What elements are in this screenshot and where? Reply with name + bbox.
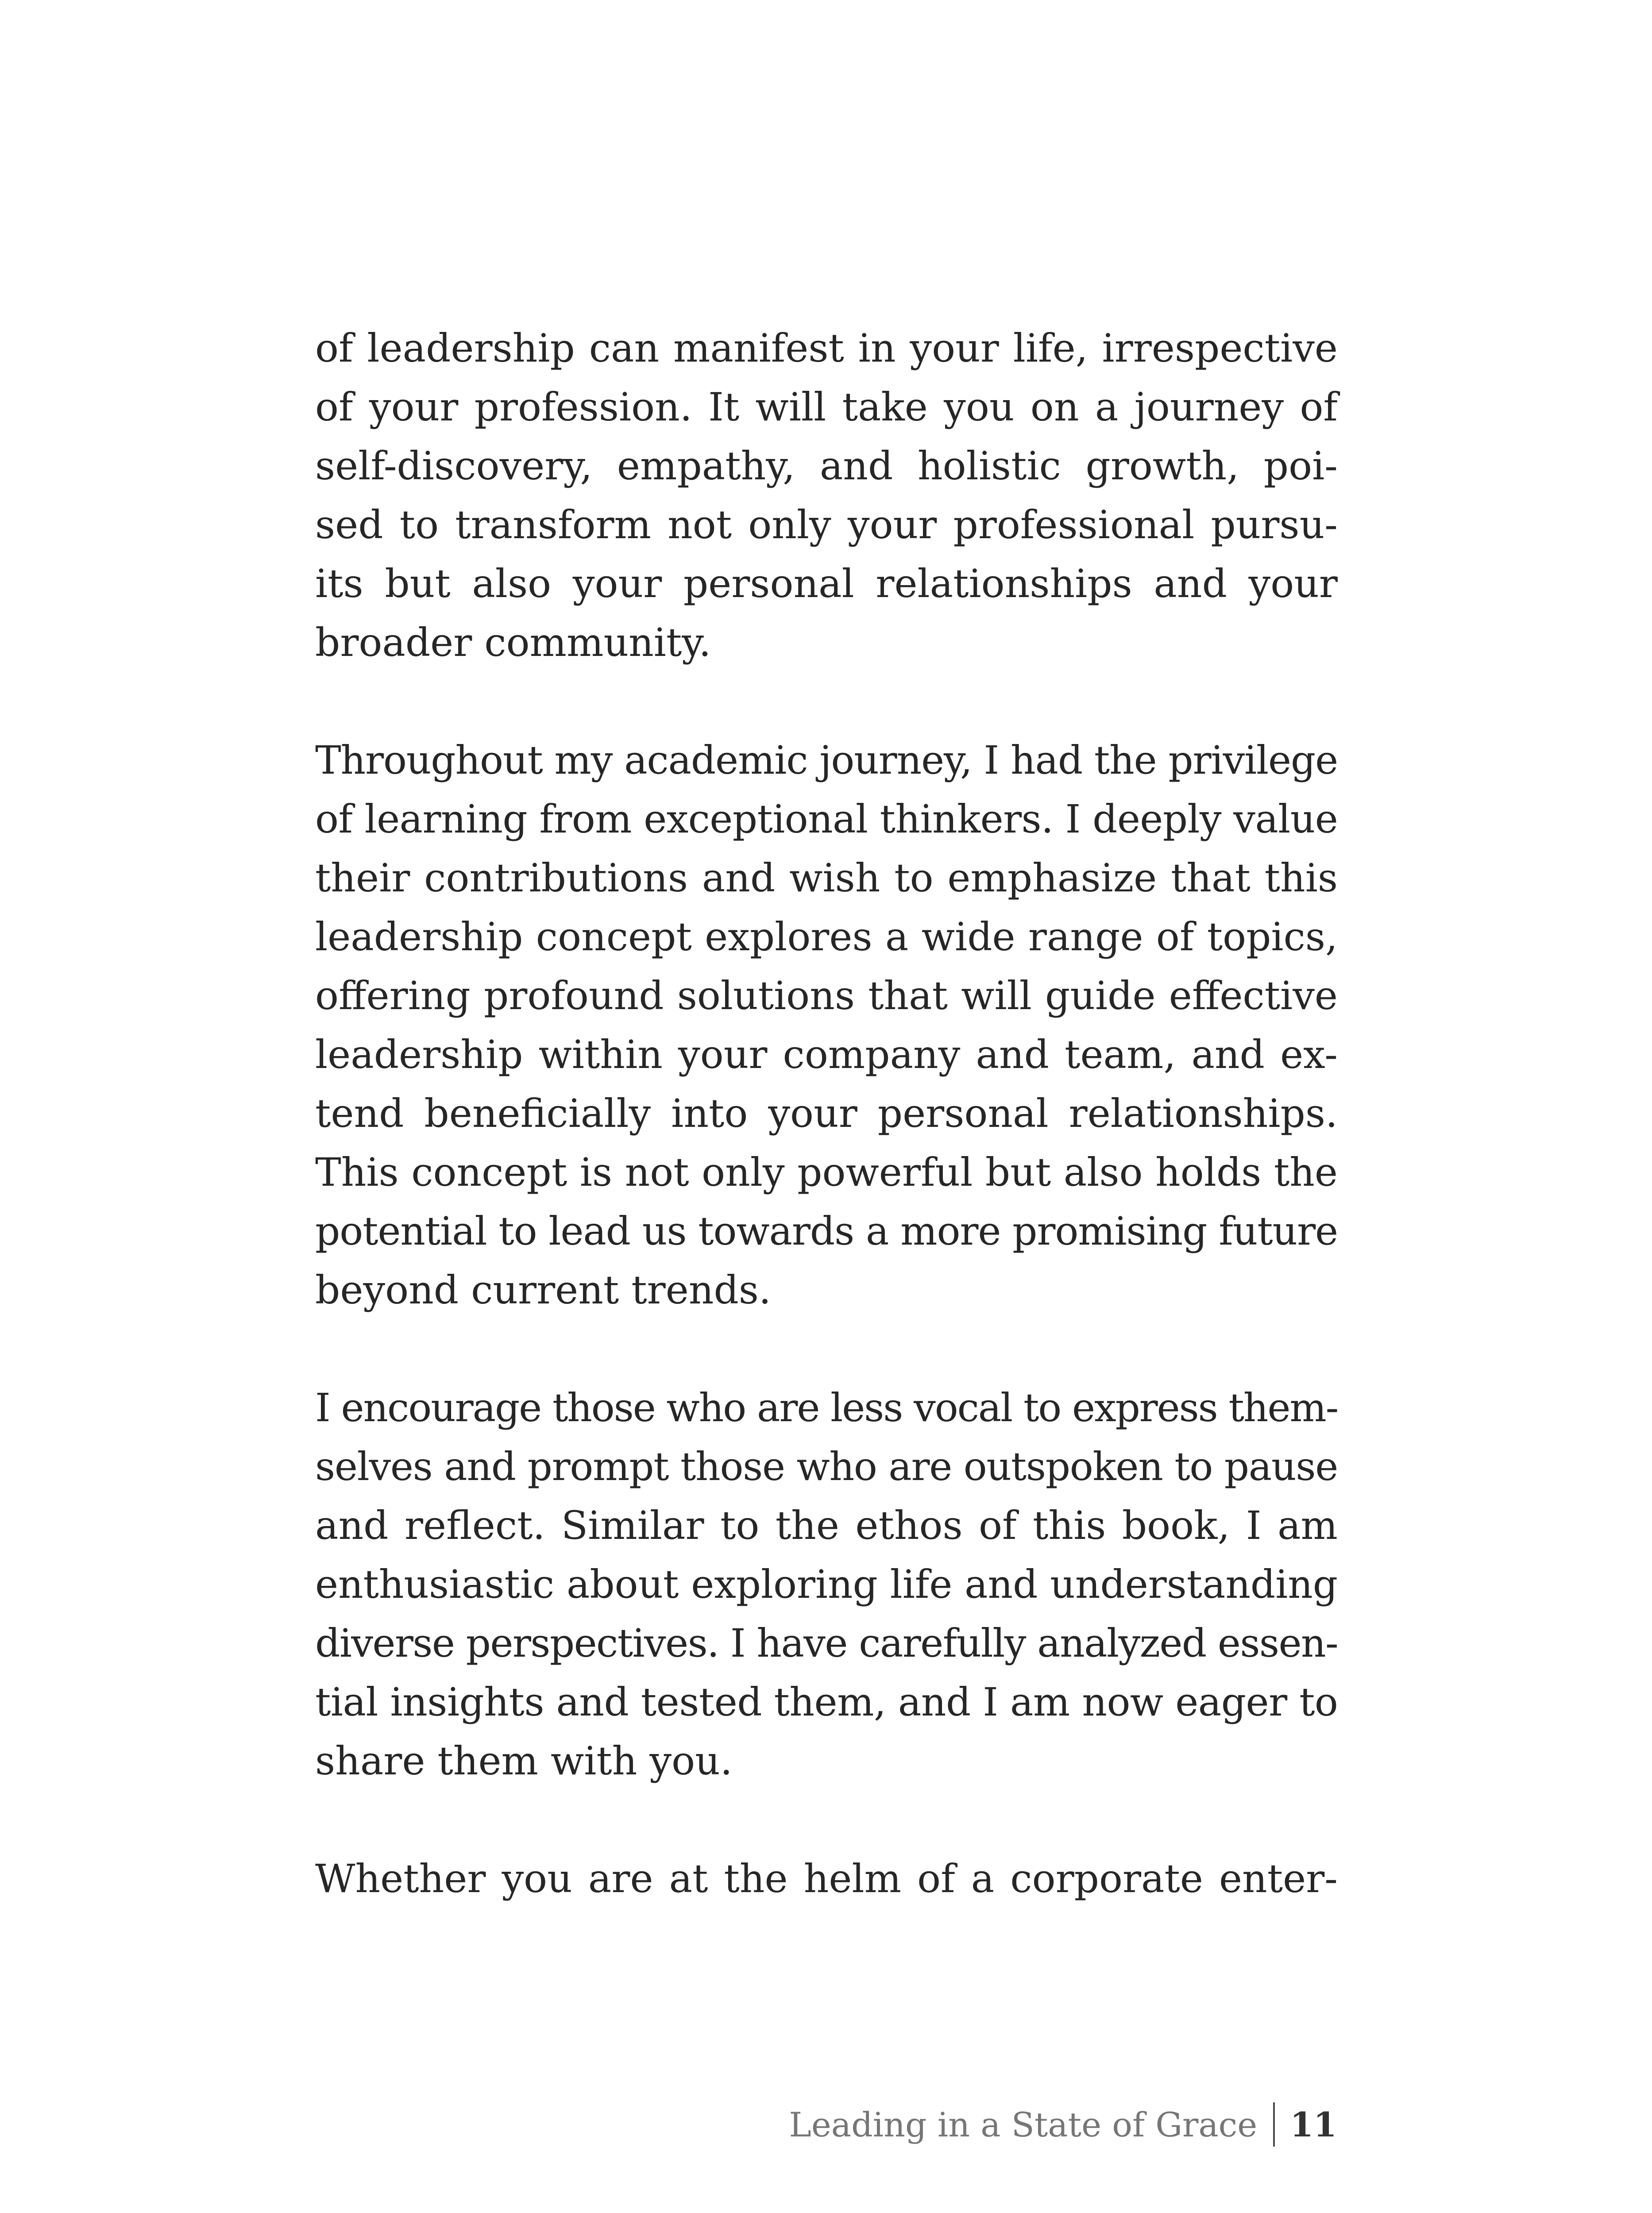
body-text [315, 319, 1338, 1967]
text-line: enthusiastic about exploring life and understanding [315, 1561, 1338, 1607]
text-line: of leadership can manifest in your life, irrespective [315, 325, 1338, 371]
text-line: I encourage those who are less vocal to express them- [315, 1385, 1338, 1430]
text-line: share them with you. [315, 1738, 733, 1784]
text-line: leadership concept explores a wide range of topics, [315, 914, 1338, 960]
text-line: selves and prompt those who are outspoken to pause [315, 1444, 1338, 1489]
text-line: self-discovery, empathy, and holistic growth, poi- [315, 443, 1338, 489]
text-line: sed to transform not only your professional pursu- [315, 502, 1338, 547]
text-line: Throughout my academic journey, I had the privilege [315, 737, 1338, 783]
running-title: Leading in a State of Grace [789, 2105, 1258, 2144]
text-line: broader community. [315, 620, 711, 665]
text-line: Whether you are at the helm of a corporate enter- [315, 1856, 1338, 1901]
text-line: tend beneficially into your personal relationships. [315, 1091, 1338, 1136]
text-line: This concept is not only powerful but also holds the [315, 1149, 1338, 1195]
text-line: its but also your personal relationships and your [315, 561, 1338, 606]
paragraph [315, 1849, 1338, 1908]
text-line: tial insights and tested them, and I am now eager to [315, 1679, 1338, 1725]
paragraph [315, 731, 1338, 1319]
footer-separator [1273, 2102, 1275, 2147]
text-line: their contributions and wish to emphasize that this [315, 855, 1338, 901]
page-number: 11 [1290, 2105, 1337, 2144]
paragraph [315, 1378, 1338, 1790]
text-line: and reflect. Similar to the ethos of this book, I am [315, 1503, 1338, 1548]
text-line: of your profession. It will take you on a journey of [315, 384, 1338, 430]
text-line: offering profound solutions that will guide effective [315, 973, 1338, 1018]
text-line: diverse perspectives. I have carefully analyzed essen- [315, 1620, 1338, 1666]
paragraph [315, 319, 1338, 672]
text-line: beyond current trends. [315, 1267, 771, 1313]
text-line: of learning from exceptional thinkers. I deeply value [315, 796, 1338, 842]
text-line: leadership within your company and team, and ex- [315, 1032, 1338, 1077]
text-line: potential to lead us towards a more promising future [315, 1208, 1338, 1254]
page-footer [789, 2100, 1337, 2149]
